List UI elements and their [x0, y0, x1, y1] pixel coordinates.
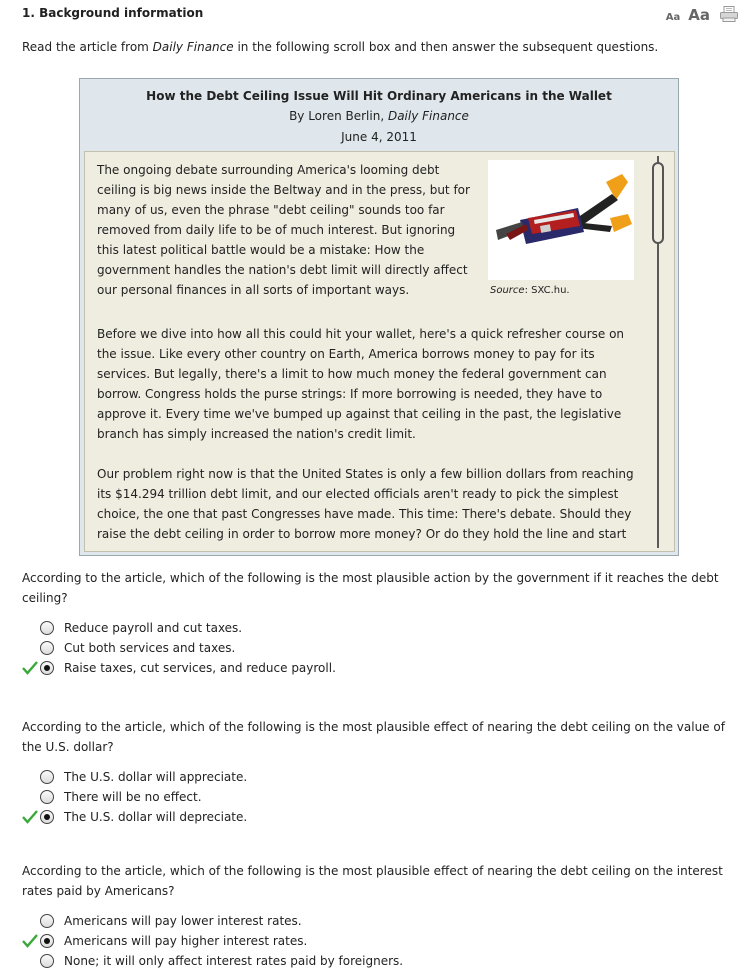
section-title: 1. Background information	[22, 6, 204, 20]
article-date: June 4, 2011	[341, 130, 417, 144]
option-label: Reduce payroll and cut taxes.	[64, 621, 243, 635]
article-figure	[488, 160, 634, 296]
radio-button[interactable]	[40, 934, 54, 948]
article-box	[79, 78, 679, 556]
checkmark-icon	[22, 661, 38, 675]
option-label: None; it will only affect interest rates paid by foreigners.	[64, 954, 404, 968]
radio-button[interactable]	[40, 621, 54, 635]
answer-option[interactable]	[22, 951, 622, 971]
article-header	[80, 79, 678, 147]
answer-option[interactable]	[22, 638, 622, 658]
option-label: The U.S. dollar will depreciate.	[64, 810, 248, 824]
radio-button[interactable]	[40, 770, 54, 784]
article-paragraph: Before we dive into how all this could hit your wallet, here's a quick refresher course on the issue. Like every other country on Earth, America borrows money to pay for its services. But legally, there's a limit to how much money the federal government can borrow. Congress holds the purse strings: If more borrowing is needed, they have to approve it. Every time we've bumped up against that ceiling in the past, the legislative branch has simply increased the nation's credit limit.	[97, 327, 625, 441]
article-byline: By Loren Berlin, Daily Finance	[289, 109, 469, 123]
question-3-text: According to the article, which of the following is the most plausible effect of nearing the debt ceiling on the interest rates paid by Americans?	[22, 864, 723, 898]
font-size-controls	[666, 4, 738, 24]
question-3-options	[22, 911, 622, 971]
radio-button[interactable]	[40, 810, 54, 824]
option-label: There will be no effect.	[64, 790, 202, 804]
question-1-text: According to the article, which of the following is the most plausible action by the government if it reaches the debt ceiling?	[22, 571, 719, 605]
option-label: The U.S. dollar will appreciate.	[64, 770, 248, 784]
font-size-small-button[interactable]: Aa	[665, 12, 681, 23]
checkmark-icon	[22, 810, 38, 824]
option-label: Cut both services and taxes.	[64, 641, 236, 655]
answer-option[interactable]	[22, 658, 622, 678]
article-title: How the Debt Ceiling Issue Will Hit Ordinary Americans in the Wallet	[146, 89, 612, 103]
option-label: Americans will pay higher interest rates.	[64, 934, 308, 948]
scrollbar-thumb[interactable]	[652, 162, 664, 244]
radio-button[interactable]	[40, 641, 54, 655]
radio-button[interactable]	[40, 661, 54, 675]
answer-option[interactable]	[22, 807, 622, 827]
font-size-large-button[interactable]: Aa	[688, 6, 710, 24]
print-icon[interactable]	[720, 6, 738, 22]
answer-option[interactable]	[22, 931, 622, 951]
article-paragraph: The ongoing debate surrounding America's looming debt ceiling is big news inside the Beltway and in the press, but for many of us, even the phrase "debt ceiling" sounds too far removed from daily life to be of much interest. But ignoring this latest political battle would be a mistake: How the government handles the nation's debt limit will directly affect our personal finances in all sorts of important ways.	[97, 163, 470, 297]
intro-text: Read the article from Daily Finance in the following scroll box and then answer the subsequent questions.	[22, 40, 659, 54]
checkmark-icon	[22, 934, 38, 948]
radio-button[interactable]	[40, 914, 54, 928]
article-scroll-box[interactable]	[84, 151, 675, 552]
answer-option[interactable]	[22, 787, 622, 807]
image-caption: Source: SXC.hu.	[490, 285, 570, 296]
radio-button[interactable]	[40, 954, 54, 968]
answer-option[interactable]	[22, 618, 622, 638]
option-label: Raise taxes, cut services, and reduce payroll.	[64, 661, 336, 675]
option-label: Americans will pay lower interest rates.	[64, 914, 302, 928]
radio-button[interactable]	[40, 790, 54, 804]
question-1-options	[22, 618, 622, 678]
answer-option[interactable]	[22, 767, 622, 787]
article-scrollbar[interactable]	[652, 156, 664, 548]
question-2-text: According to the article, which of the following is the most plausible effect of nearing the debt ceiling on the value of the U.S. dollar?	[22, 720, 725, 754]
answer-option[interactable]	[22, 911, 622, 931]
intro-source: Daily Finance	[152, 40, 234, 54]
article-paragraph: Our problem right now is that the United States is only a few billion dollars from reaching its $14.294 trillion debt limit, and our elected officials aren't ready to pick the simplest choice, the one that past Congresses have made. This time: There's debate. Should they raise the debt ceiling in order to borrow more money? Or do they hold the line and start	[97, 467, 634, 541]
question-2-options	[22, 767, 622, 827]
scissors-credit-card-image	[488, 160, 634, 280]
